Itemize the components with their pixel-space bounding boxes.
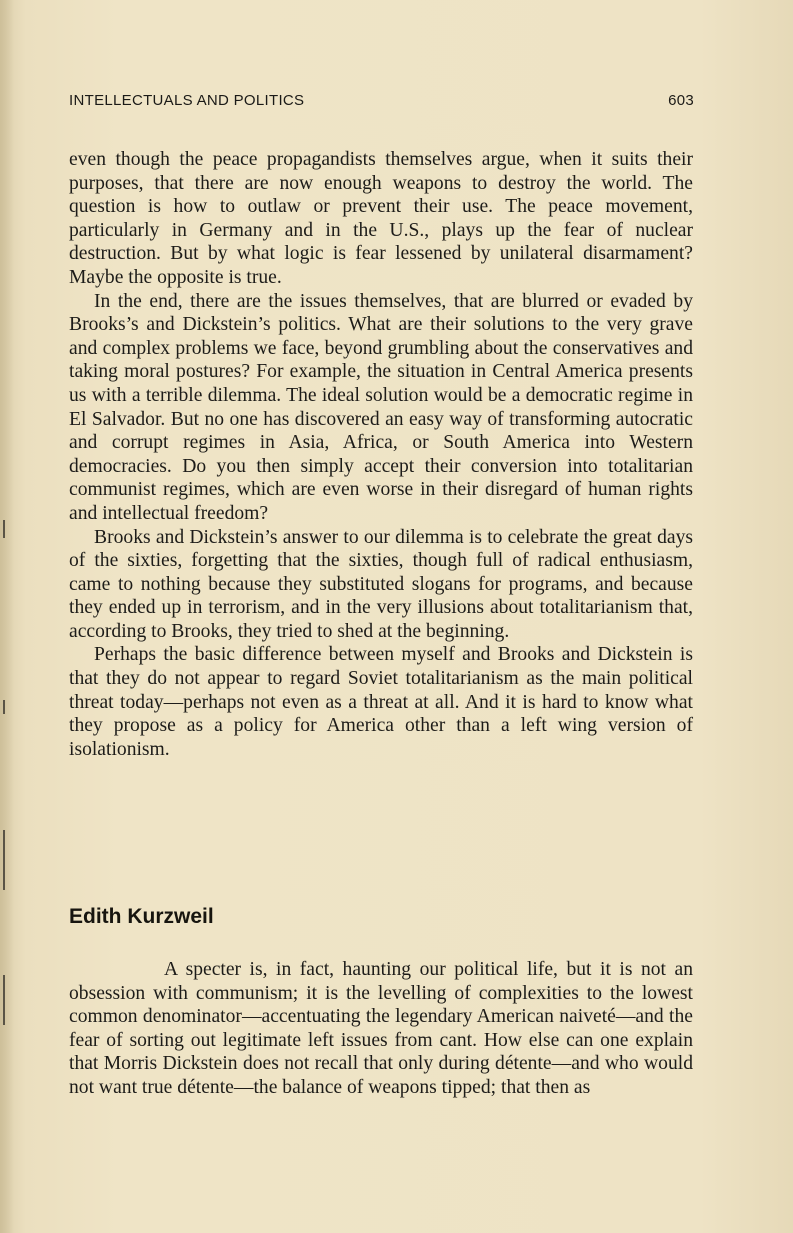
body-text-top (69, 148, 693, 761)
margin-mark (3, 700, 5, 714)
paragraph: Perhaps the basic difference between myself and Brooks and Dickstein is that they do not appear to regard Soviet totalitarianism as the main political threat today—perhaps not even as a threat at all. And it is hard to know what they propose as a policy for America other than a left wing version of isolationism. (69, 644, 693, 760)
section-author-heading: Edith Kurzweil (69, 905, 214, 928)
page-number: 603 (668, 92, 694, 109)
body-text-section (69, 958, 693, 1100)
margin-mark (3, 520, 5, 538)
margin-mark (3, 830, 5, 890)
paragraph: In the end, there are the issues themselves, that are blurred or evaded by Brooks’s and Dickstein’s politics. What are their solutions to the very grave and complex problems we face, beyond grumbling about the conservatives and taking moral postures? For example, the situation in Central America presents us with a terrible dilemma. The ideal solution would be a democratic regime in El Salvador. But no one has discovered an easy way of transforming autocratic and corrupt regimes in Asia, Africa, or South America into Western democracies. Do you then simply accept their conversion into totalitarian communist regimes, which are even worse in their disregard of human rights and intellectual freedom? (69, 290, 693, 524)
paragraph: Brooks and Dickstein’s answer to our dilemma is to celebrate the great days of the sixties, forgetting that the sixties, though full of radical enthusiasm, came to nothing because they substituted slogans for programs, and because they ended up in terrorism, and in the very illusions about totalitarianism that, according to Brooks, they tried to shed at the beginning. (69, 526, 693, 642)
paragraph: A specter is, in fact, haunting our political life, but it is not an obsession with communism; it is the levelling of complexities to the lowest common denominator—accentuating the legendary American naiveté—and the fear of sorting out legitimate left issues from cant. How else can one explain that Morris Dickstein does not recall that only during détente—and who would not want true détente—the balance of weapons tipped; that then as (69, 959, 693, 1098)
running-title: INTELLECTUALS AND POLITICS (69, 92, 305, 109)
page-spine-shadow (0, 0, 14, 1233)
margin-mark (3, 975, 5, 1025)
paragraph: even though the peace propagandists themselves argue, when it suits their purposes, that there are now enough weapons to destroy the world. The question is how to outlaw or prevent their use. The peace movement, particularly in Germany and in the U.S., plays up the fear of nuclear destruction. But by what logic is fear lessened by unilateral disarmament? Maybe the opposite is true. (69, 149, 693, 288)
